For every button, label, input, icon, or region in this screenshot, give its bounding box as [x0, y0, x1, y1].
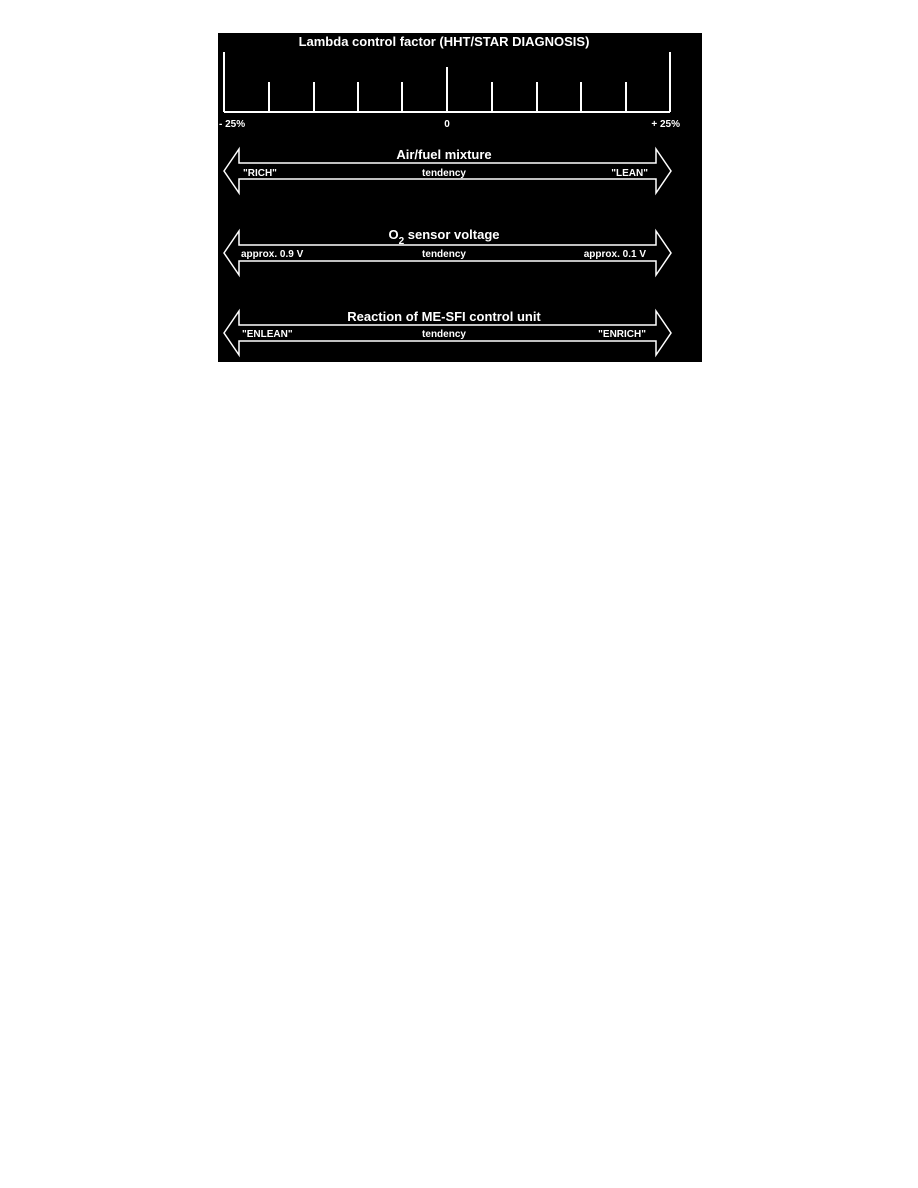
- arrow-right-label: approx. 0.1 V: [583, 249, 646, 260]
- arrow-title-subscript: 2: [398, 236, 405, 247]
- arrow-left-label: approx. 0.9 V: [241, 249, 304, 260]
- arrow-left-label: "ENLEAN": [242, 329, 293, 340]
- lambda-diagram: [218, 33, 702, 362]
- arrow-center-label: tendency: [422, 168, 466, 179]
- arrow-center-label: tendency: [422, 329, 466, 340]
- scale-max-label: + 25%: [651, 119, 680, 130]
- arrow-right-label: "LEAN": [611, 168, 648, 179]
- arrow-title: Air/fuel mixture: [396, 147, 492, 162]
- arrow-title-suffix: sensor voltage: [404, 227, 500, 242]
- scale-mid-label: 0: [444, 119, 450, 130]
- arrow-center-label: tendency: [422, 249, 466, 260]
- scale-title: Lambda control factor (HHT/STAR DIAGNOSIS): [298, 34, 590, 49]
- arrow-title-prefix: O: [388, 227, 399, 242]
- diagram-canvas: [218, 33, 702, 362]
- arrow-title: Reaction of ME-SFI control unit: [347, 309, 541, 324]
- scale-min-label: - 25%: [219, 119, 246, 130]
- arrow-right-label: "ENRICH": [598, 329, 646, 340]
- arrow-left-label: "RICH": [243, 168, 277, 179]
